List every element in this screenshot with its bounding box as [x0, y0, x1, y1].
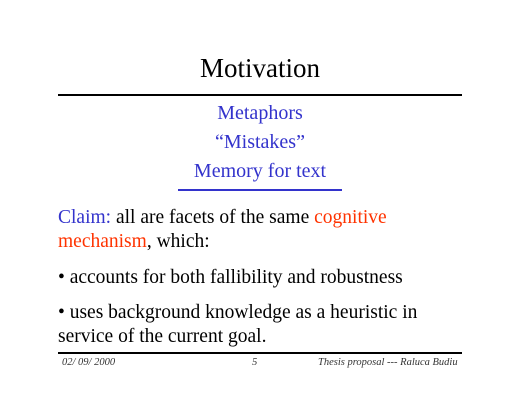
claim-emphasis: cognitive mechanism [58, 207, 387, 252]
claim-label: Claim: [58, 207, 112, 228]
footer-credit: Thesis proposal --- Raluca Budiu [318, 357, 458, 368]
slide-body [58, 206, 468, 360]
topic-metaphors: Metaphors [217, 102, 303, 124]
topic-mistakes: “Mistakes” [215, 131, 305, 153]
topic-list [0, 99, 520, 186]
topic-memory-for-text: Memory for text [193, 160, 327, 182]
claim-paragraph [58, 206, 468, 254]
bullet-fallibility: • accounts for both fallibility and robustness [58, 267, 403, 288]
footer-date: 02/ 09/ 2000 [62, 357, 116, 368]
topic-underline [178, 189, 342, 191]
footer-page-number: 5 [252, 357, 258, 368]
bullet-background-knowledge: • uses background knowledge as a heuristic in service of the current goal. [58, 302, 418, 347]
claim-text-before: all are facets of the same [111, 207, 315, 228]
title-divider [58, 94, 462, 96]
footer-divider [58, 352, 462, 354]
slide-title: Motivation [200, 53, 320, 83]
claim-text-after: , which: [146, 231, 210, 252]
